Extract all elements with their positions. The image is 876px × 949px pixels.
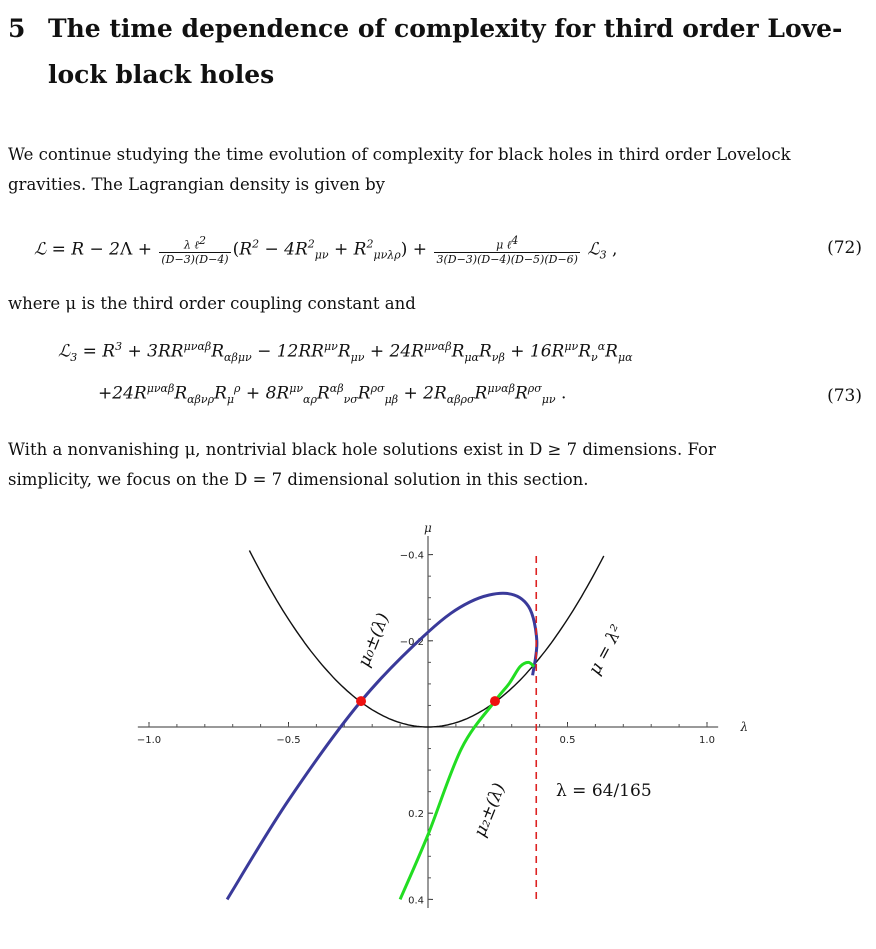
equation-73-line2: $+24R^{\mu\nu\alpha\beta}R_{\alpha\beta\nu\rho}R_\mu^\rho + 8R^{\mu\nu}_{\alpha\rho}R^{\alpha\beta}_{\nu\sigma}R^{\rho\sigma}_{\mu\beta} + 2R_{\alpha\beta\rho\sigma}R^{\mu\nu\alpha\beta}R^{\rho\sigma}_{\mu\nu}$ . [98, 382, 567, 407]
vertical-line-label: λ = 64/165 [556, 781, 652, 801]
closing-line1: With a nonvanishing μ, nontrivial black hole solutions exist in D ≥ 7 dimensions. For [8, 440, 716, 459]
intersection-point [490, 696, 500, 706]
mu0-curve-label: μ₀±(λ) [354, 610, 394, 670]
intro-line2: gravities. The Lagrangian density is given by [8, 175, 385, 194]
parabola-label: μ = λ² [584, 621, 628, 679]
section-title-line1: The time dependence of complexity for third order Love- [48, 14, 843, 43]
figure-axes [137, 521, 748, 908]
equation-72-number: (72) [827, 238, 862, 258]
y-axis-title: μ [424, 521, 432, 535]
figure-curves [227, 551, 604, 903]
section-number: 5 [8, 14, 26, 43]
where-text: where μ is the third order coupling constant and [8, 294, 416, 313]
mu2-curve-label: μ₂±(λ) [470, 780, 510, 840]
equation-73-line1: ℒ$_3$ = $R^3 + 3RR^{\mu\nu\alpha\beta}R_{\alpha\beta\mu\nu} - 12RR^{\mu\nu}R_{\mu\nu} + 24R^{\mu\nu\alpha\beta}R_{\mu\alpha}R_{\nu\beta} + 16R^{\mu\nu}R_\nu^\alpha R_{\mu\alpha}$ [58, 340, 633, 365]
intersection-point [356, 696, 366, 706]
equation-73-number: (73) [827, 386, 862, 406]
y-tick-label: −0.2 [399, 636, 424, 648]
x-tick-label: 1.0 [699, 735, 715, 746]
x-axis-title: λ [740, 720, 749, 734]
closing-line2: simplicity, we focus on the D = 7 dimensional solution in this section. [8, 470, 589, 489]
y-tick-label: 0.2 [408, 809, 424, 821]
x-tick-label: −0.5 [276, 735, 301, 746]
x-tick-label: 0.5 [559, 735, 576, 746]
section-title-line2: lock black holes [48, 60, 275, 89]
parabola-curve [249, 551, 603, 728]
intro-line1: We continue studying the time evolution of complexity for black holes in third order Lovelock [8, 145, 791, 164]
equation-72-body: ℒ = R − 2Λ + $\frac{\lambda \ell^2}{(D-3)(D-4)}$ $(R^2 - 4R^2_{\mu\nu} + R^2_{\mu\nu\lambda\rho})$ + $\frac{\mu \ell^4}{3(D-3)(D-4)(D-5)(D-6)}$ ℒ$_3$ , [34, 234, 618, 266]
mu2-curve [400, 662, 534, 899]
x-tick-label: −1.0 [136, 735, 162, 746]
y-tick-label: 0.4 [408, 895, 424, 907]
x-ticks [137, 722, 715, 746]
y-tick-label: −0.4 [399, 550, 424, 562]
